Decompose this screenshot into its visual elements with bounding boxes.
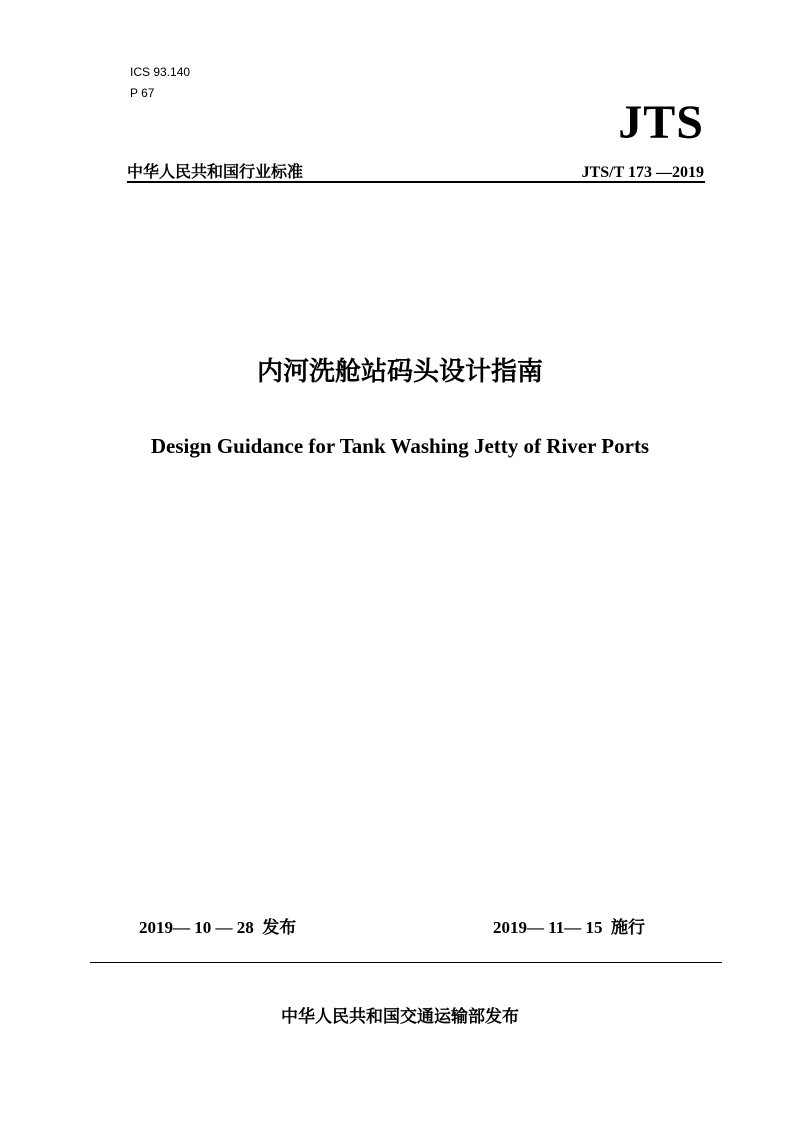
jts-logo: JTS [618, 96, 704, 149]
classification-code: P 67 [130, 86, 155, 100]
header-divider [127, 181, 705, 183]
implementation-date: 2019— 11— 15 施行 [493, 918, 646, 937]
footer-divider [90, 962, 722, 963]
issue-date: 2019— 10 — 28 发布 [139, 918, 297, 937]
industry-standard-label: 中华人民共和国行业标准 [127, 162, 304, 181]
document-title-chinese: 内河洗舱站码头设计指南 [256, 357, 543, 387]
publisher: 中华人民共和国交通运输部发布 [281, 1007, 519, 1027]
ics-code: ICS 93.140 [130, 65, 191, 79]
document-title-english: Design Guidance for Tank Washing Jetty of River Ports [150, 434, 650, 458]
standard-number: JTS/T 173 —2019 [581, 164, 704, 181]
